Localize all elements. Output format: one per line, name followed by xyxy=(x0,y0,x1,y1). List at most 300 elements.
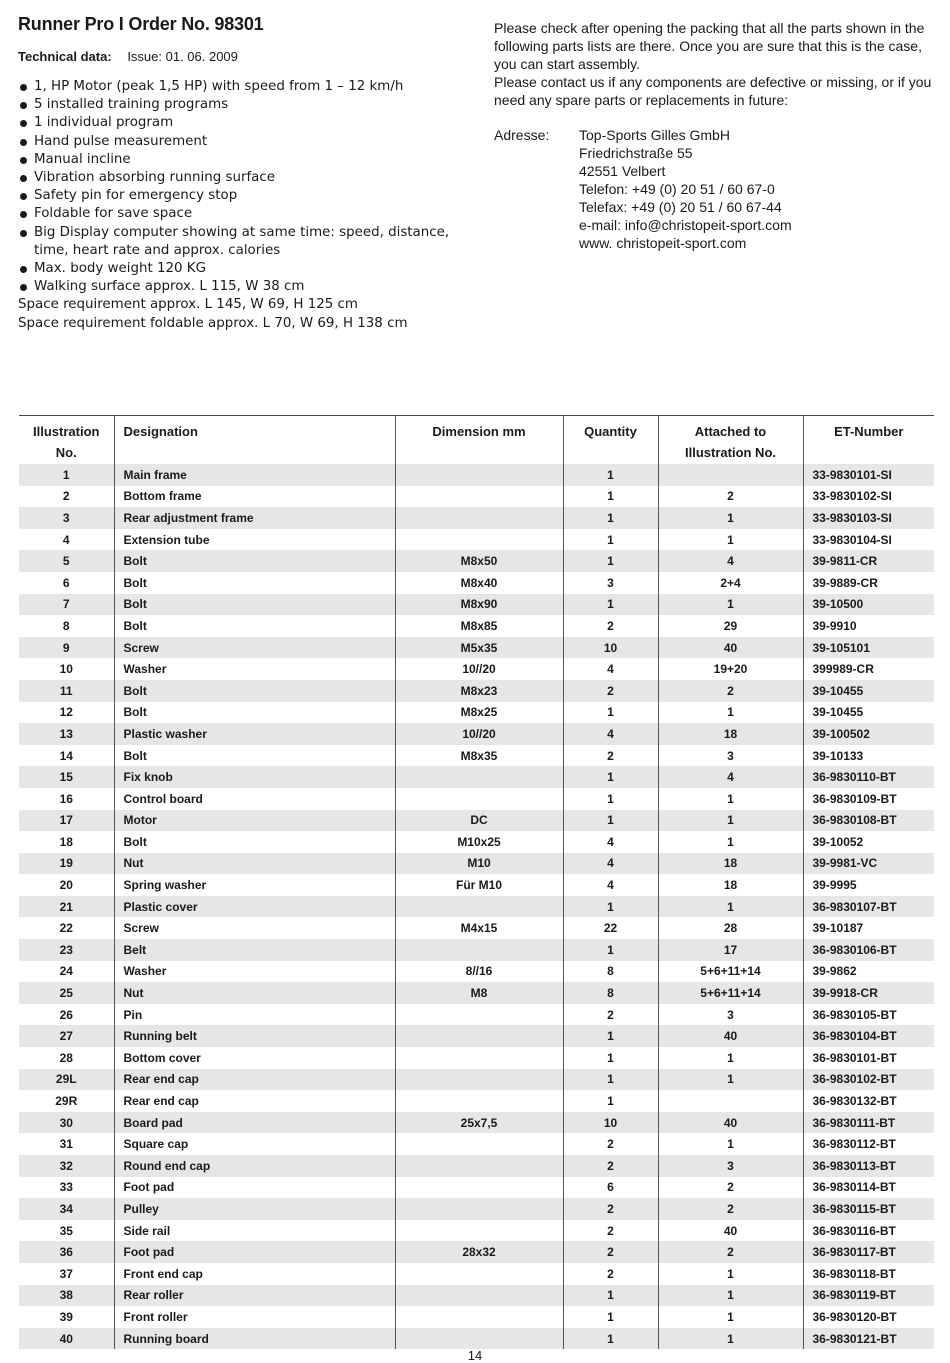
cell-illustration-no: 18 xyxy=(59,834,73,849)
cell-illustration-no: 16 xyxy=(59,791,73,806)
cell-designation: Front end cap xyxy=(114,1263,395,1285)
cell-quantity: 1 xyxy=(563,766,658,788)
cell-et-number: 39-10052 xyxy=(803,831,934,853)
cell-et-number: 36-9830116-BT xyxy=(803,1220,934,1242)
cell-designation: Round end cap xyxy=(114,1155,395,1177)
cell-quantity: 10 xyxy=(563,637,658,659)
col-header-illustration-no: Illustration No. xyxy=(19,416,114,465)
cell-designation: Board pad xyxy=(114,1112,395,1134)
table-row xyxy=(19,680,934,702)
cell-illustration-no: 8 xyxy=(62,618,70,633)
cell-et-number: 36-9830109-BT xyxy=(803,788,934,810)
cell-et-number: 36-9830110-BT xyxy=(803,766,934,788)
cell-illustration-no: 36 xyxy=(19,1241,114,1263)
cell-et-number: 36-9830115-BT xyxy=(803,1198,934,1220)
table-row xyxy=(19,702,934,724)
cell-quantity: 1 xyxy=(563,1090,658,1112)
cell-et-number: 36-9830107-BT xyxy=(803,896,934,918)
cell-dimension xyxy=(395,1306,563,1328)
cell-et-number: 36-9830113-BT xyxy=(803,1155,934,1177)
cell-dimension xyxy=(395,1285,563,1307)
cell-et-number: 33-9830101-SI xyxy=(803,464,934,486)
cell-quantity: 1 xyxy=(563,486,658,508)
cell-designation: Washer xyxy=(114,658,395,680)
cell-dimension xyxy=(395,1133,563,1155)
cell-attached-to: 17 xyxy=(658,939,803,961)
cell-attached-to: 1 xyxy=(658,507,803,529)
table-row xyxy=(19,1328,934,1350)
table-row xyxy=(19,615,934,637)
cell-designation: Bolt xyxy=(114,572,395,594)
table-row xyxy=(19,874,934,896)
cell-designation: Main frame xyxy=(114,464,395,486)
cell-attached-to: 1 xyxy=(658,896,803,918)
email: e-mail: info@christopeit-sport.com xyxy=(579,217,792,233)
cell-dimension xyxy=(395,529,563,551)
cell-illustration-no: 19 xyxy=(19,853,114,875)
cell-et-number: 36-9830118-BT xyxy=(803,1263,934,1285)
cell-attached-to xyxy=(658,1090,803,1112)
table-row xyxy=(19,1220,934,1242)
cell-attached-to: 2+4 xyxy=(658,572,803,594)
cell-dimension xyxy=(395,1263,563,1285)
col-header-designation: Designation xyxy=(114,416,395,465)
cell-dimension xyxy=(395,1047,563,1069)
cell-et-number: 36-9830104-BT xyxy=(803,1025,934,1047)
feature-item: Hand pulse measurement xyxy=(18,133,478,151)
table-row xyxy=(19,1090,934,1112)
cell-quantity: 1 xyxy=(563,464,658,486)
cell-designation: Bottom cover xyxy=(114,1047,395,1069)
cell-dimension xyxy=(395,766,563,788)
cell-dimension: M10 xyxy=(395,853,563,875)
cell-designation: Bolt xyxy=(114,594,395,616)
cell-dimension xyxy=(395,1328,563,1350)
cell-quantity: 1 xyxy=(563,702,658,724)
cell-et-number: 39-9981-VC xyxy=(803,853,934,875)
cell-quantity: 2 xyxy=(563,1133,658,1155)
cell-designation: Bolt xyxy=(114,550,395,572)
col-header-attached-to: Attached to Illustration No. xyxy=(658,416,803,465)
assembly-info-section xyxy=(494,19,939,252)
cell-et-number: 36-9830105-BT xyxy=(803,1004,934,1026)
cell-attached-to: 2 xyxy=(658,1177,803,1199)
cell-quantity: 1 xyxy=(563,788,658,810)
cell-illustration-no: 2 xyxy=(62,489,70,504)
cell-designation: Spring washer xyxy=(114,874,395,896)
cell-quantity: 2 xyxy=(563,680,658,702)
cell-illustration-no: 30 xyxy=(19,1112,114,1134)
cell-dimension: M10x25 xyxy=(395,831,563,853)
table-row xyxy=(19,917,934,939)
cell-quantity: 22 xyxy=(563,917,658,939)
feature-item: Big Display computer showing at same time: speed, distance, time, heart rate and approx. calories xyxy=(18,224,478,260)
space-requirement: Space requirement approx. L 145, W 69, H 125 cm xyxy=(18,297,358,313)
cell-quantity: 2 xyxy=(563,1004,658,1026)
cell-attached-to: 1 xyxy=(658,702,803,724)
cell-et-number: 33-9830102-SI xyxy=(803,486,934,508)
feature-item: 1 individual program xyxy=(18,114,478,132)
table-row xyxy=(19,572,934,594)
cell-designation: Running belt xyxy=(114,1025,395,1047)
cell-dimension: M8x90 xyxy=(395,594,563,616)
cell-designation: Square cap xyxy=(114,1133,395,1155)
page-number: 14 xyxy=(467,1348,483,1363)
cell-dimension: M4x15 xyxy=(395,917,563,939)
cell-designation: Bolt xyxy=(114,680,395,702)
cell-illustration-no: 12 xyxy=(59,705,73,720)
col-header-et-number: ET-Number xyxy=(803,416,934,465)
city: 42551 Velbert xyxy=(579,163,666,179)
cell-quantity: 6 xyxy=(563,1177,658,1199)
cell-dimension xyxy=(395,1004,563,1026)
cell-attached-to: 2 xyxy=(658,680,803,702)
cell-quantity: 1 xyxy=(563,1047,658,1069)
cell-designation: Rear roller xyxy=(114,1285,395,1307)
cell-attached-to: 3 xyxy=(658,1155,803,1177)
cell-dimension xyxy=(395,939,563,961)
cell-illustration-no: 29L xyxy=(19,1069,114,1091)
cell-designation: Belt xyxy=(114,939,395,961)
table-row xyxy=(19,1241,934,1263)
cell-illustration-no: 3 xyxy=(19,507,114,529)
cell-et-number: 39-10187 xyxy=(803,917,934,939)
cell-dimension: M8x40 xyxy=(395,572,563,594)
cell-attached-to: 1 xyxy=(658,788,803,810)
table-row xyxy=(19,1069,934,1091)
cell-et-number: 39-9918-CR xyxy=(803,982,934,1004)
cell-et-number: 36-9830119-BT xyxy=(803,1285,934,1307)
cell-quantity: 1 xyxy=(563,550,658,572)
cell-illustration-no: 21 xyxy=(19,896,114,918)
cell-illustration-no: 40 xyxy=(19,1328,114,1350)
cell-et-number: 39-9862 xyxy=(803,961,934,983)
feature-item: 5 installed training programs xyxy=(18,96,478,114)
cell-quantity: 1 xyxy=(563,1069,658,1091)
cell-attached-to: 1 xyxy=(658,1133,803,1155)
cell-dimension: M8x25 xyxy=(395,702,563,724)
cell-et-number: 399989-CR xyxy=(803,658,934,680)
cell-attached-to: 1 xyxy=(658,1285,803,1307)
cell-quantity: 1 xyxy=(563,594,658,616)
cell-designation: Nut xyxy=(114,853,395,875)
address-block xyxy=(494,126,939,252)
cell-quantity: 2 xyxy=(563,1241,658,1263)
table-row xyxy=(19,831,934,853)
cell-quantity: 2 xyxy=(563,1220,658,1242)
page-title: Runner Pro I Order No. 98301 xyxy=(18,14,264,34)
cell-et-number: 36-9830111-BT xyxy=(803,1112,934,1134)
cell-attached-to: 19+20 xyxy=(658,658,803,680)
feature-list xyxy=(18,78,478,296)
cell-attached-to: 2 xyxy=(658,486,803,508)
cell-quantity: 2 xyxy=(563,1155,658,1177)
cell-dimension: 28x32 xyxy=(395,1241,563,1263)
table-row xyxy=(19,550,934,572)
cell-quantity: 4 xyxy=(563,874,658,896)
cell-designation: Plastic cover xyxy=(114,896,395,918)
cell-illustration-no: 14 xyxy=(59,748,73,763)
cell-dimension: 8//16 xyxy=(395,961,563,983)
cell-dimension xyxy=(395,1198,563,1220)
cell-quantity: 1 xyxy=(563,1328,658,1350)
cell-dimension xyxy=(395,1090,563,1112)
cell-illustration-no: 1 xyxy=(19,464,114,486)
cell-illustration-no: 35 xyxy=(59,1223,73,1238)
cell-designation: Rear adjustment frame xyxy=(114,507,395,529)
cell-attached-to: 1 xyxy=(658,1069,803,1091)
cell-illustration-no: 38 xyxy=(19,1285,114,1307)
cell-attached-to: 1 xyxy=(658,1263,803,1285)
telephone: Telefon: +49 (0) 20 51 / 60 67-0 xyxy=(579,181,775,197)
check-parts-paragraph: Please check after opening the packing that all the parts shown in the following parts lists are there. Once you are sure that this is the case, you can start assembly. xyxy=(494,20,925,72)
cell-dimension: M8 xyxy=(395,982,563,1004)
cell-illustration-no: 33 xyxy=(59,1180,73,1195)
cell-quantity: 2 xyxy=(563,615,658,637)
cell-illustration-no: 4 xyxy=(62,532,70,547)
cell-illustration-no: 25 xyxy=(19,982,114,1004)
cell-et-number: 36-9830108-BT xyxy=(803,810,934,832)
cell-illustration-no: 37 xyxy=(59,1266,73,1281)
cell-designation: Nut xyxy=(114,982,395,1004)
contact-paragraph: Please contact us if any components are defective or missing, or if you need any spare parts or replacements in future: xyxy=(494,74,932,108)
address-label: Adresse: xyxy=(494,127,550,143)
table-row xyxy=(19,788,934,810)
table-row xyxy=(19,766,934,788)
cell-attached-to: 5+6+11+14 xyxy=(658,982,803,1004)
cell-quantity: 1 xyxy=(563,810,658,832)
cell-illustration-no: 23 xyxy=(19,939,114,961)
cell-attached-to: 1 xyxy=(658,1306,803,1328)
cell-illustration-no: 29R xyxy=(55,1094,78,1109)
space-requirement-foldable: Space requirement foldable approx. L 70, W 69, H 138 cm xyxy=(18,315,408,331)
cell-illustration-no: 20 xyxy=(59,878,73,893)
cell-attached-to: 1 xyxy=(658,810,803,832)
company-name: Top-Sports Gilles GmbH xyxy=(579,127,730,143)
cell-et-number: 39-10133 xyxy=(803,745,934,767)
cell-quantity: 4 xyxy=(563,831,658,853)
cell-designation: Motor xyxy=(114,810,395,832)
cell-dimension: M8x85 xyxy=(395,615,563,637)
cell-attached-to: 4 xyxy=(658,766,803,788)
table-row xyxy=(19,723,934,745)
cell-attached-to: 2 xyxy=(658,1241,803,1263)
table-row xyxy=(19,594,934,616)
tech-data-line xyxy=(18,49,478,64)
cell-quantity: 8 xyxy=(563,982,658,1004)
cell-designation: Fix knob xyxy=(114,766,395,788)
table-row xyxy=(19,1133,934,1155)
table-row xyxy=(19,658,934,680)
cell-illustration-no: 24 xyxy=(59,964,73,979)
cell-et-number: 39-9889-CR xyxy=(803,572,934,594)
parts-table-body xyxy=(19,464,934,1349)
cell-attached-to: 4 xyxy=(658,550,803,572)
table-row xyxy=(19,486,934,508)
cell-illustration-no: 6 xyxy=(62,575,70,590)
cell-quantity: 8 xyxy=(563,961,658,983)
cell-dimension: 10//20 xyxy=(395,723,563,745)
cell-dimension xyxy=(395,464,563,486)
cell-quantity: 1 xyxy=(563,939,658,961)
cell-et-number: 39-100502 xyxy=(803,723,934,745)
cell-dimension xyxy=(395,1069,563,1091)
cell-et-number: 36-9830112-BT xyxy=(803,1133,934,1155)
table-row xyxy=(19,1177,934,1199)
table-row xyxy=(19,637,934,659)
cell-quantity: 2 xyxy=(563,745,658,767)
cell-et-number: 33-9830104-SI xyxy=(803,529,934,551)
table-row xyxy=(19,529,934,551)
feature-item: Walking surface approx. L 115, W 38 cm xyxy=(18,278,478,296)
table-row xyxy=(19,853,934,875)
cell-illustration-no: 10 xyxy=(59,662,73,677)
cell-et-number: 36-9830106-BT xyxy=(803,939,934,961)
cell-illustration-no: 31 xyxy=(59,1137,73,1152)
cell-et-number: 36-9830121-BT xyxy=(803,1328,934,1350)
cell-designation: Bolt xyxy=(114,615,395,637)
table-row xyxy=(19,810,934,832)
cell-et-number: 39-10455 xyxy=(803,702,934,724)
cell-et-number: 39-9995 xyxy=(803,874,934,896)
cell-illustration-no: 15 xyxy=(19,766,114,788)
table-row xyxy=(19,939,934,961)
cell-attached-to: 28 xyxy=(658,917,803,939)
tech-data-label: Technical data: xyxy=(18,49,112,64)
cell-dimension xyxy=(395,788,563,810)
cell-dimension xyxy=(395,507,563,529)
cell-attached-to: 40 xyxy=(658,1220,803,1242)
cell-attached-to: 1 xyxy=(658,594,803,616)
cell-dimension xyxy=(395,1177,563,1199)
cell-illustration-no: 22 xyxy=(59,921,73,936)
cell-designation: Bolt xyxy=(114,702,395,724)
cell-attached-to: 18 xyxy=(658,723,803,745)
cell-quantity: 1 xyxy=(563,1285,658,1307)
cell-attached-to: 40 xyxy=(658,637,803,659)
cell-illustration-no: 5 xyxy=(19,550,114,572)
table-row xyxy=(19,464,934,486)
cell-illustration-no: 28 xyxy=(59,1050,73,1065)
cell-et-number: 33-9830103-SI xyxy=(803,507,934,529)
cell-dimension xyxy=(395,1155,563,1177)
cell-designation: Bolt xyxy=(114,745,395,767)
cell-attached-to: 1 xyxy=(658,1328,803,1350)
cell-illustration-no: 34 xyxy=(19,1198,114,1220)
cell-dimension xyxy=(395,1220,563,1242)
cell-attached-to: 1 xyxy=(658,1047,803,1069)
cell-dimension xyxy=(395,1025,563,1047)
col-header-dimension: Dimension mm xyxy=(395,416,563,465)
cell-designation: Foot pad xyxy=(114,1177,395,1199)
cell-et-number: 36-9830117-BT xyxy=(803,1241,934,1263)
cell-quantity: 4 xyxy=(563,723,658,745)
cell-designation: Screw xyxy=(114,917,395,939)
cell-attached-to: 18 xyxy=(658,874,803,896)
cell-quantity: 4 xyxy=(563,658,658,680)
cell-illustration-no: 27 xyxy=(19,1025,114,1047)
cell-attached-to: 2 xyxy=(658,1198,803,1220)
cell-illustration-no: 17 xyxy=(19,810,114,832)
cell-dimension: M8x23 xyxy=(395,680,563,702)
issue-date: Issue: 01. 06. 2009 xyxy=(127,49,238,64)
table-row xyxy=(19,1112,934,1134)
fax: Telefax: +49 (0) 20 51 / 60 67-44 xyxy=(579,199,782,215)
cell-quantity: 1 xyxy=(563,896,658,918)
cell-attached-to: 1 xyxy=(658,831,803,853)
cell-quantity: 2 xyxy=(563,1263,658,1285)
cell-dimension: 10//20 xyxy=(395,658,563,680)
table-row xyxy=(19,1155,934,1177)
cell-quantity: 10 xyxy=(563,1112,658,1134)
cell-attached-to: 3 xyxy=(658,1004,803,1026)
cell-designation: Foot pad xyxy=(114,1241,395,1263)
feature-item: Foldable for save space xyxy=(18,205,478,223)
cell-et-number: 36-9830101-BT xyxy=(803,1047,934,1069)
cell-et-number: 36-9830114-BT xyxy=(803,1177,934,1199)
website: www. christopeit-sport.com xyxy=(579,235,747,251)
cell-et-number: 39-10500 xyxy=(803,594,934,616)
feature-item: Vibration absorbing running surface xyxy=(18,169,478,187)
cell-designation: Control board xyxy=(114,788,395,810)
cell-et-number: 39-9910 xyxy=(803,615,934,637)
cell-quantity: 4 xyxy=(563,853,658,875)
cell-et-number: 36-9830120-BT xyxy=(803,1306,934,1328)
cell-illustration-no: 26 xyxy=(59,1007,73,1022)
feature-item: 1, HP Motor (peak 1,5 HP) with speed from 1 – 12 km/h xyxy=(18,78,478,96)
cell-attached-to: 29 xyxy=(658,615,803,637)
table-row xyxy=(19,896,934,918)
cell-designation: Rear end cap xyxy=(114,1069,395,1091)
table-row xyxy=(19,745,934,767)
table-row xyxy=(19,1285,934,1307)
cell-et-number: 36-9830132-BT xyxy=(803,1090,934,1112)
cell-attached-to: 5+6+11+14 xyxy=(658,961,803,983)
cell-attached-to: 40 xyxy=(658,1025,803,1047)
table-row xyxy=(19,1198,934,1220)
cell-et-number: 39-105101 xyxy=(803,637,934,659)
cell-illustration-no: 11 xyxy=(19,680,114,702)
cell-dimension: M8x35 xyxy=(395,745,563,767)
cell-dimension xyxy=(395,486,563,508)
cell-dimension: M8x50 xyxy=(395,550,563,572)
cell-illustration-no: 32 xyxy=(19,1155,114,1177)
cell-attached-to: 18 xyxy=(658,853,803,875)
cell-quantity: 3 xyxy=(563,572,658,594)
cell-quantity: 1 xyxy=(563,1306,658,1328)
table-row xyxy=(19,961,934,983)
cell-designation: Plastic washer xyxy=(114,723,395,745)
cell-attached-to: 1 xyxy=(658,529,803,551)
cell-illustration-no: 13 xyxy=(19,723,114,745)
technical-data-section xyxy=(18,14,478,333)
table-row xyxy=(19,1025,934,1047)
parts-table xyxy=(19,415,934,1349)
cell-illustration-no: 9 xyxy=(19,637,114,659)
cell-quantity: 1 xyxy=(563,1025,658,1047)
cell-quantity: 1 xyxy=(563,507,658,529)
cell-designation: Bolt xyxy=(114,831,395,853)
cell-designation: Pulley xyxy=(114,1198,395,1220)
cell-designation: Side rail xyxy=(114,1220,395,1242)
table-row xyxy=(19,1047,934,1069)
table-row xyxy=(19,1263,934,1285)
cell-designation: Screw xyxy=(114,637,395,659)
cell-dimension xyxy=(395,896,563,918)
cell-designation: Extension tube xyxy=(114,529,395,551)
cell-quantity: 1 xyxy=(563,529,658,551)
cell-designation: Running board xyxy=(114,1328,395,1350)
